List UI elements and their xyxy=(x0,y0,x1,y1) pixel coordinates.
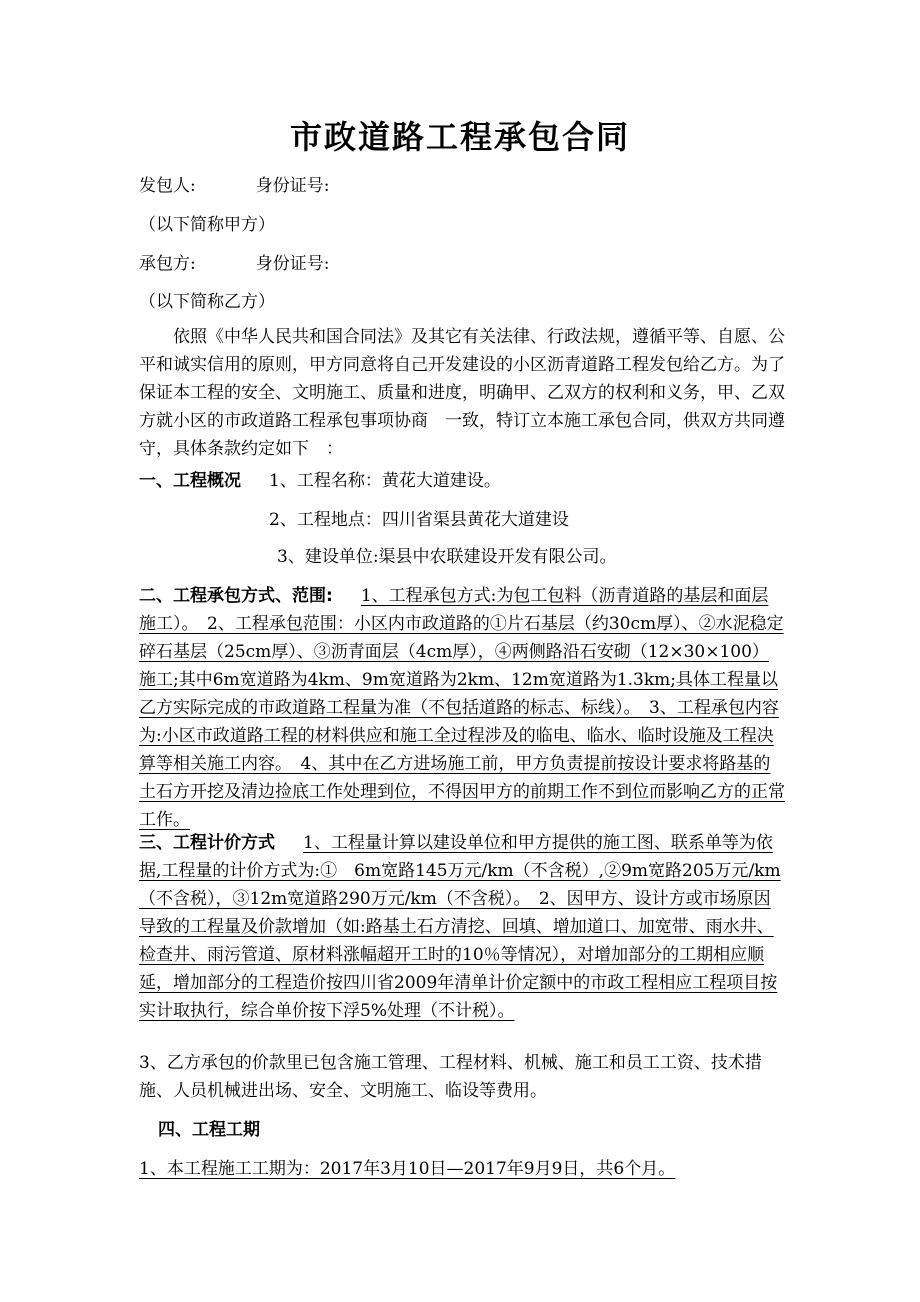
section-1-item-1: 1、工程名称：黄花大道建设。 xyxy=(269,471,501,491)
section-4-heading xyxy=(158,1116,260,1144)
party-b-line xyxy=(139,250,329,278)
party-a-label: 发包人: xyxy=(139,176,196,196)
section-3-item-3: 3、乙方承包的价款里已包含施工管理、工程材料、机械、施工和员工工资、技术措施、人员机械进出场、安全、文明施工、临设等费用。 xyxy=(139,1053,762,1101)
section-3-heading: 三、工程计价方式 xyxy=(139,833,275,853)
section-2-heading: 二、工程承包方式、范围: xyxy=(139,586,333,606)
section-4-heading-text: 四、工程工期 xyxy=(158,1120,260,1140)
section-2-body: 1、工程承包方式:为包工包料（沥青道路的基层和面层施工）。 2、工程承包范围：小区内市政道路的①片石基层（约30cm厚）、②水泥稳定碎石基层（25cm厚）、③沥青面层（4cm厚），④两侧路沿石安砌（12×30×100）施工;其中6m宽道路为4km、9m宽道路为2km、12m宽道路为1.3km;具体工程量以乙方实际完成的市政道路工程量为准（不包括道路的标志、标线）。 3、工程承包内容为:小区市政道路工程的材料供应和施工全过程涉及的临电、临水、临时设施及工程决算等相关施工内容。 4、其中在乙方进场施工前，甲方负责提前按设计要求将路基的土石方开挖及清边捡底工作处理到位，不得因甲方的前期工作不到位而影响乙方的正常工作。 xyxy=(139,586,785,830)
party-a-line xyxy=(139,172,329,200)
section-1-item-2: 2、工程地点：四川省渠县黄花大道建设 xyxy=(269,510,569,530)
intro-text: 依照《中华人民共和国合同法》及其它有关法律、行政法规，遵循平等、自愿、公平和诚实信用的原则，甲方同意将自己开发建设的小区沥青道路工程发包给乙方。为了保证本工程的安全、文明施工、质量和进度，明确甲、乙双方的权利和义务，甲、乙双方就小区的市政道路工程承包事项协商 一致，特订立本施工承包合同，供双方共同遵守，具体条款约定如下 ： xyxy=(139,327,785,459)
section-2-paragraph xyxy=(139,582,785,834)
section-1-item-3: 3、建设单位:渠县中农联建设开发有限公司。 xyxy=(277,547,617,567)
party-b-id-label: 身份证号: xyxy=(255,254,330,274)
section-1-line xyxy=(139,467,501,495)
party-a-id-label: 身份证号: xyxy=(255,176,330,196)
section-3-item-3-paragraph xyxy=(139,1049,785,1105)
intro-paragraph xyxy=(139,323,785,463)
section-1-heading: 一、工程概况 xyxy=(139,471,241,491)
party-a-note: （以下简称甲方） xyxy=(139,215,275,235)
page-title: 市政道路工程承包合同 xyxy=(289,118,630,156)
party-b-label: 承包方: xyxy=(139,254,196,274)
section-3-paragraph xyxy=(139,829,785,1025)
section-3-body: 1、工程量计算以建设单位和甲方提供的施工图、联系单等为依据,工程量的计价方式为:① 6m宽路145万元/km（不含税）,②9m宽路205万元/km（不含税），③12m宽道路290万元/km（不含税）。 2、因甲方、设计方或市场原因导致的工程量及价款增加（如:路基土石方清挖、回填、增加道口、加宽带、雨水井、检查井、雨污管道、原材料涨幅超开工时的10％等情况），对增加部分的工期相应顺延，增加部分的工程造价按四川省2009年清单计价定额中的市政工程相应工程项目按实计取执行，综合单价按下浮5%处理（不计税）。 xyxy=(139,833,781,1021)
section-4-item-1: 1、本工程施工工期为：2017年3月10日—2017年9月9日，共6个月。 xyxy=(139,1159,676,1179)
party-b-note: （以下简称乙方） xyxy=(139,292,275,312)
